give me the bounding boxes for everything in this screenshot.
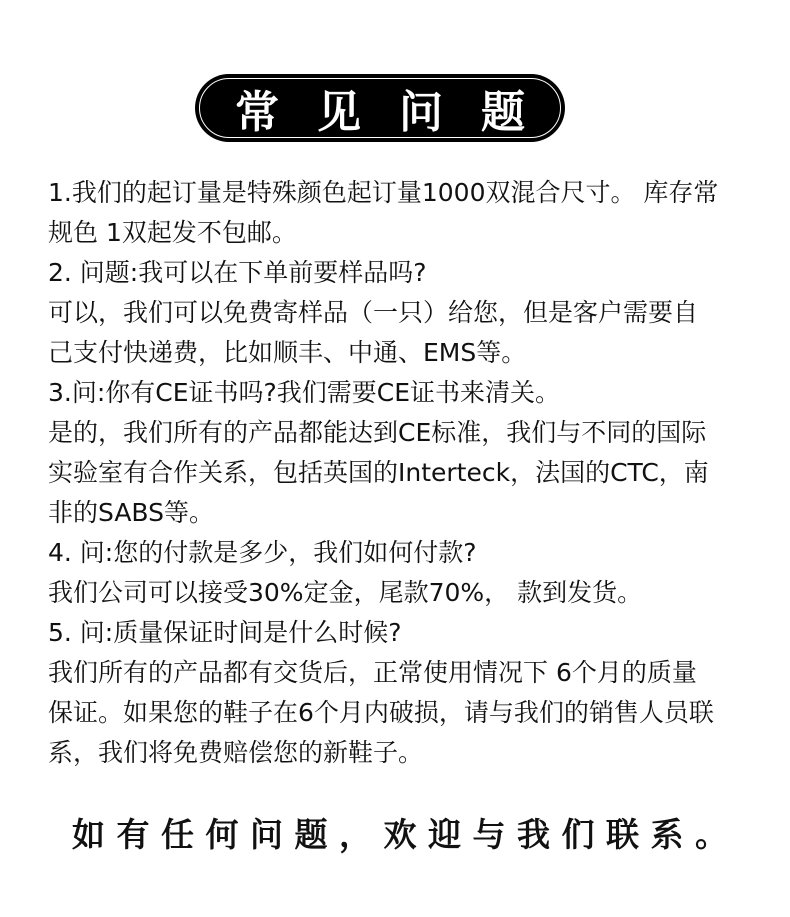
- faq-3-answer-line-1: 是的，我们所有的产品都能达到CE标准，我们与不同的国际: [48, 418, 707, 447]
- faq-5-answer-line-1: 我们所有的产品都有交货后，正常使用情况下 6个月的质量: [48, 658, 697, 687]
- faq-3-answer-line-3: 非的SABS等。: [48, 498, 215, 527]
- faq-5-answer-line-3: 系，我们将免费赔偿您的新鞋子。: [48, 738, 424, 767]
- faq-4-question: 4. 问:您的付款是多少，我们如何付款?: [48, 538, 477, 567]
- faq-2-question: 2. 问题:我可以在下单前要样品吗?: [48, 258, 427, 287]
- faq-5-answer-line-2: 保证。如果您的鞋子在6个月内破损，请与我们的销售人员联: [48, 698, 714, 727]
- faq-list: [48, 173, 778, 773]
- faq-3-question: 3.问:你有CE证书吗?我们需要CE证书来清关。: [48, 378, 561, 407]
- faq-1-question-line-1: 1.我们的起订量是特殊颜色起订量1000双混合尺寸。 库存常: [48, 178, 719, 207]
- faq-1-question-line-2: 规色 1双起发不包邮。: [48, 218, 297, 247]
- page-title: 常见问题: [235, 87, 563, 138]
- faq-4-answer: 我们公司可以接受30%定金，尾款70%， 款到发货。: [48, 578, 643, 607]
- faq-2-answer-line-2: 己支付快递费，比如顺丰、中通、EMS等。: [48, 338, 527, 367]
- faq-5-question: 5. 问:质量保证时间是什么时候?: [48, 618, 402, 647]
- faq-2-answer-line-1: 可以，我们可以免费寄样品（一只）给您，但是客户需要自: [48, 298, 699, 327]
- faq-3-answer-line-2: 实验室有合作关系，包括英国的Interteck，法国的CTC，南: [48, 458, 709, 487]
- contact-footer: 如有任何问题，欢迎与我们联系。: [72, 815, 740, 854]
- title-banner: [195, 74, 565, 142]
